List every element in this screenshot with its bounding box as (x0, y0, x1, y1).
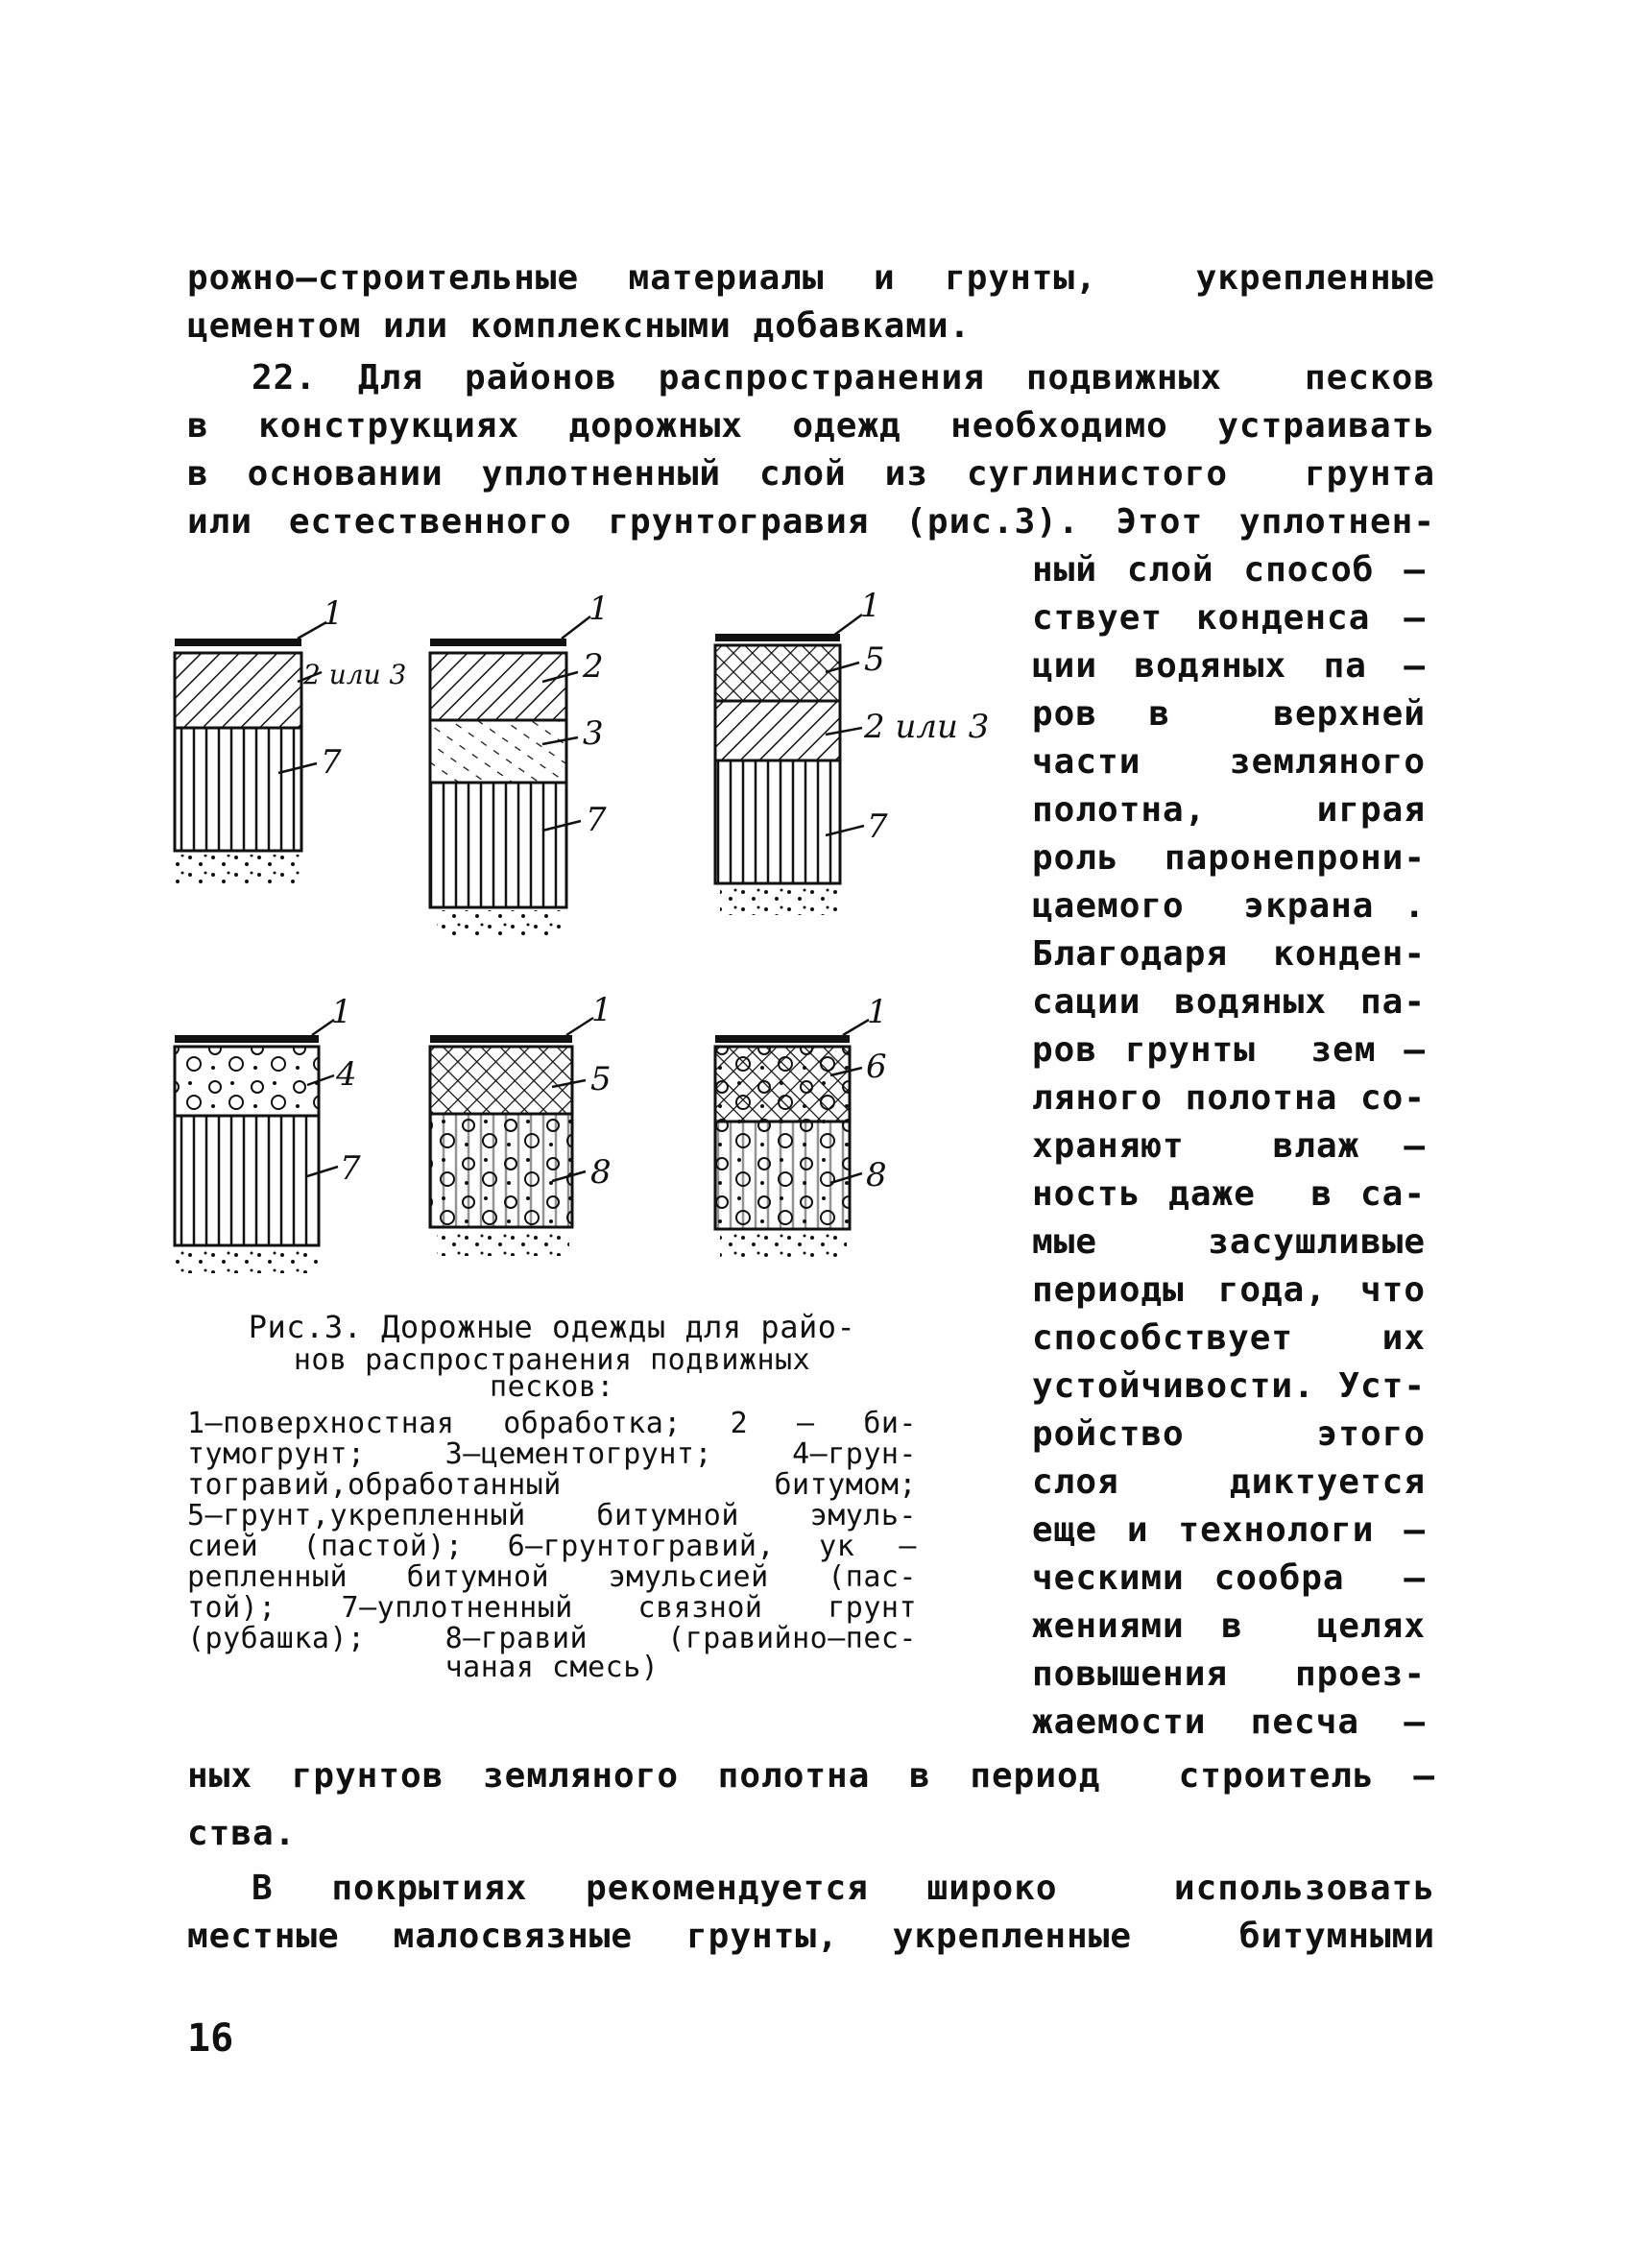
figure-caption-line: песков: (490, 1370, 614, 1404)
road-pavement-figure (163, 576, 1008, 1277)
label-b1: 1 (588, 590, 610, 628)
body-line: цементом или комплексными добавками. (187, 306, 972, 346)
body-line: ства. (187, 1814, 297, 1853)
side-line: цаемого экрана . (1032, 886, 1426, 926)
side-line: еще и технологи – (1032, 1510, 1426, 1550)
label-a7: 7 (321, 743, 342, 782)
side-line: повышения проез- (1032, 1654, 1426, 1694)
side-line: ройство этого (1032, 1414, 1426, 1454)
label-d1: 1 (331, 993, 352, 1031)
side-line: ляного полотна со- (1032, 1078, 1426, 1118)
label-b2: 2 (583, 647, 604, 686)
label-f6: 6 (866, 1048, 887, 1086)
label-e1: 1 (591, 991, 612, 1029)
label-b7: 7 (586, 801, 607, 839)
section-e (430, 991, 612, 1256)
page-number: 16 (187, 2016, 234, 2061)
side-line: устойчивости. Уст- (1032, 1366, 1426, 1406)
label-d4: 4 (336, 1055, 357, 1094)
figure-caption-line: 5–грунт,укрепленный битумной эмуль- (187, 1499, 917, 1532)
figure-caption-line: чаная смесь) (444, 1651, 660, 1684)
body-line: 22. Для районов распространения подвижных песков (252, 358, 1435, 398)
side-line: ческими сообра – (1032, 1558, 1426, 1598)
body-line: в основании уплотненный слой из суглинистого грунта (187, 454, 1435, 494)
figure-caption-line: сией (пастой); 6–грунтогравий, ук – (187, 1530, 917, 1563)
section-b (430, 590, 610, 939)
body-line: рожно–строительные материалы и грунты, укрепленные (187, 258, 1435, 298)
label-f8: 8 (866, 1156, 887, 1194)
label-a2: 2 или 3 (303, 659, 407, 690)
side-line: роль паронепрони- (1032, 838, 1426, 878)
label-e5: 5 (590, 1060, 612, 1098)
side-line: периоды года, что (1032, 1270, 1426, 1310)
body-line: местные малосвязные грунты, укрепленные битумными (187, 1917, 1435, 1956)
figure-caption-line: репленный битумной эмульсией (пас- (187, 1560, 917, 1594)
label-d7: 7 (340, 1149, 361, 1188)
side-line: способствует их (1032, 1318, 1426, 1358)
label-b3: 3 (583, 714, 604, 753)
side-line: Благодаря конден- (1032, 934, 1426, 974)
side-line: ствует конденса – (1032, 598, 1426, 638)
side-line: жениями в целях (1032, 1606, 1426, 1646)
figure-caption-line: тумогрунт; 3–цементогрунт; 4–грун- (187, 1437, 917, 1471)
body-line: или естественного грунтогравия (рис.3). Этот уплотнен- (187, 502, 1435, 542)
section-a (175, 594, 406, 883)
side-line: ров в верхней (1032, 694, 1426, 734)
side-line: ции водяных па – (1032, 646, 1426, 686)
side-line: слоя диктуется (1032, 1462, 1426, 1502)
side-line: мые засушливые (1032, 1222, 1426, 1262)
label-f1: 1 (867, 993, 888, 1031)
figure-caption-line: 1–поверхностная обработка; 2 – би- (187, 1407, 917, 1440)
figure-caption-line: (рубашка); 8–гравий (гравийно–пес- (187, 1622, 917, 1655)
side-line: ров грунты зем – (1032, 1030, 1426, 1070)
figure-caption-line: нов распространения подвижных (293, 1343, 811, 1377)
side-line: ный слой способ – (1032, 550, 1426, 590)
figure-caption-line: той); 7–уплотненный связной грунт (187, 1591, 917, 1625)
label-e8: 8 (590, 1153, 612, 1192)
side-line: части земляного (1032, 742, 1426, 782)
label-c23: 2 или 3 (864, 708, 990, 746)
side-line: ность даже в са- (1032, 1174, 1426, 1214)
side-line: сации водяных па- (1032, 982, 1426, 1022)
label-c7: 7 (867, 808, 888, 846)
body-line: ных грунтов земляного полотна в период строитель – (187, 1756, 1435, 1796)
figure-caption-title: Рис.3. Дорожные одежды для райо- (248, 1309, 856, 1345)
section-d (175, 993, 361, 1273)
body-line: в конструкциях дорожных одежд необходимо устраивать (187, 406, 1435, 446)
label-c1: 1 (860, 587, 881, 625)
body-line: В покрытиях рекомендуется широко использовать (252, 1869, 1435, 1908)
side-line: полотна, играя (1032, 790, 1426, 830)
side-line: жаемости песча – (1032, 1702, 1426, 1742)
section-c (715, 587, 989, 915)
label-c5: 5 (864, 640, 885, 679)
section-f (715, 993, 888, 1258)
figure-caption-line: тогравий,обработанный битумом; (187, 1468, 917, 1502)
side-line: храняют влаж – (1032, 1126, 1426, 1166)
label-a1: 1 (323, 594, 344, 633)
